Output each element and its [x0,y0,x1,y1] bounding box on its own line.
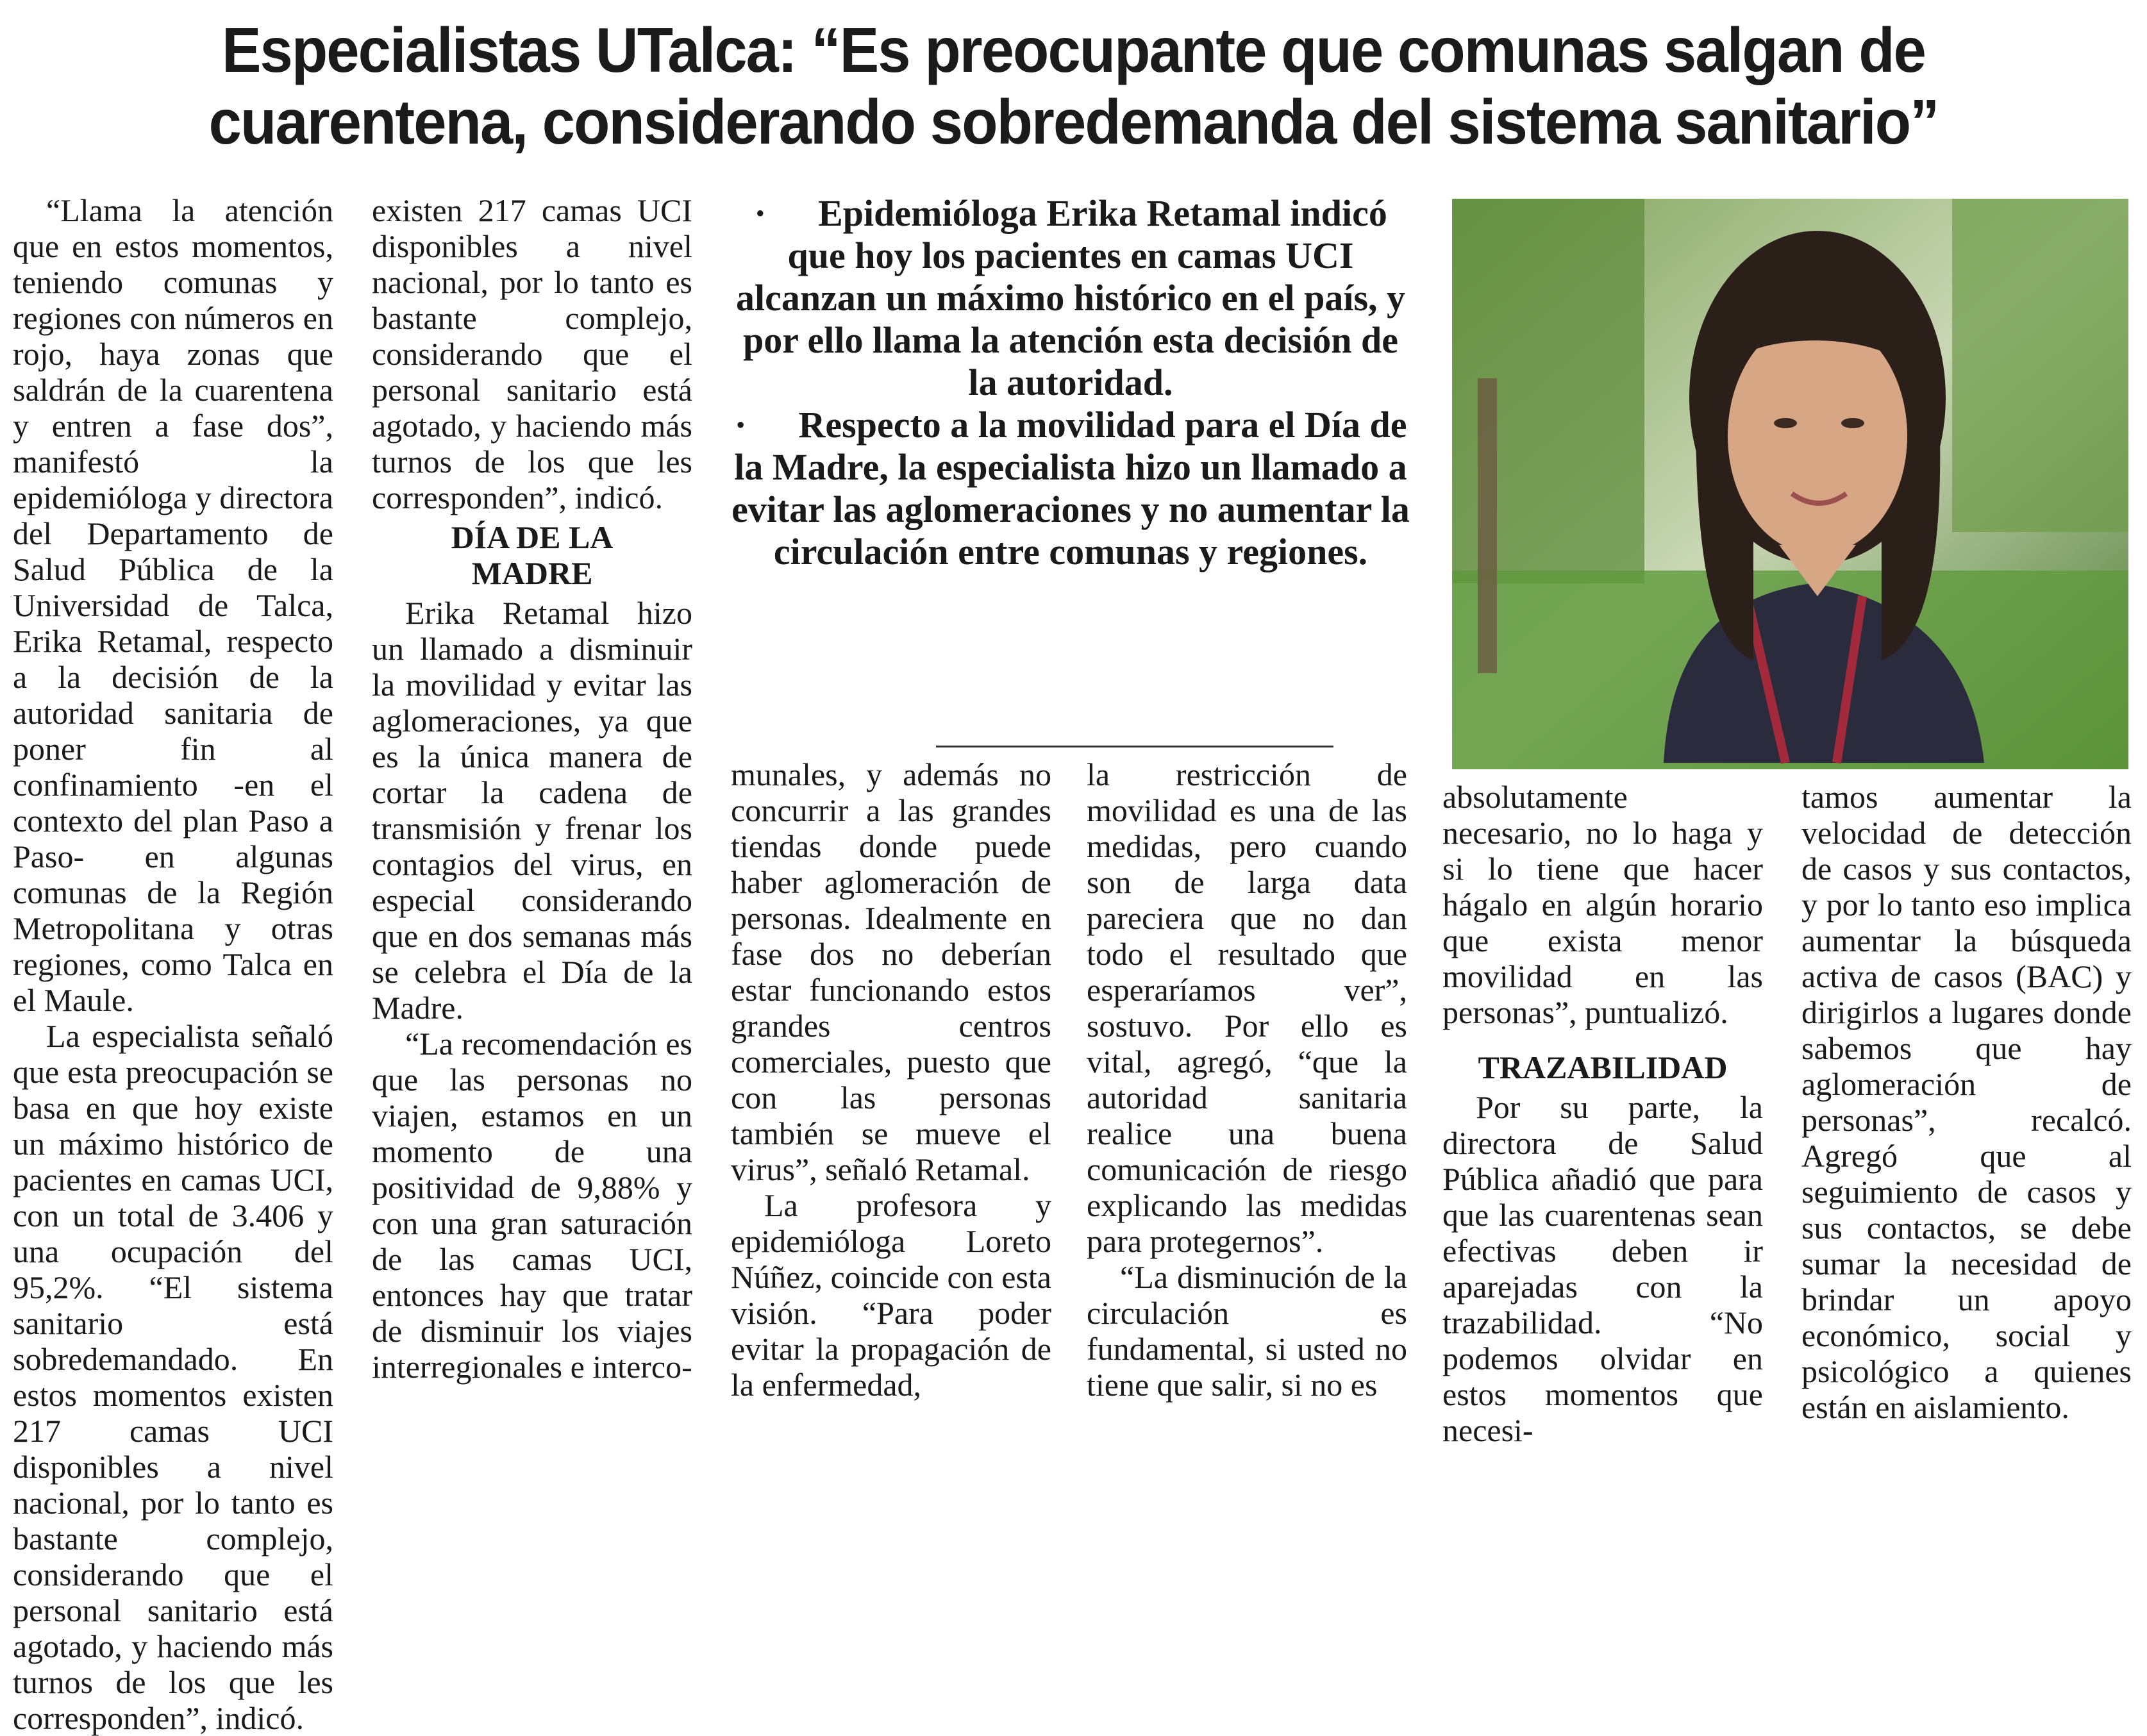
highlight-item-2: · Respecto a la movilidad para el Día de la Madre, la especialista hizo un llamado a evitar las aglomeraciones y no aumentar la circulación entre comunas y regiones. [731,404,1410,572]
article-column-2 [372,192,692,1410]
paragraph: La profesora y epidemióloga Loreto Núñez, coincide con esta visión. “Para poder evitar la propagación de la enfermedad, [731,1187,1051,1403]
article-column-3 [731,756,1051,1410]
section-subhead-trazabilidad: TRAZABILIDAD [1478,1049,1728,1085]
paragraph: Erika Retamal hizo un llamado a disminuir la movilidad y evitar las aglomeraciones, ya que es la única manera de cortar la cadena de transmisión y frenar los contagios del virus, en especial considerando que en dos semanas más se celebra el Día de la Madre. [372,595,692,1026]
paragraph-continuation: la restricción de movilidad es una de las medidas, pero cuando son de larga data pareciera que no dan todo el resultado que esperaríamos ver”, sostuvo. Por ello es vital, agregó, “que la autoridad sanitaria realice una buena comunicación de riesgo explicando las medidas para protegernos”. [1087,756,1407,1259]
paragraph: La especialista señaló que esta preocupación se basa en que hoy existe un máximo histórico de pacientes en camas UCI, con un total de 3.406 y una ocupación del 95,2%. “El sistema sanitario está sobredemandado. En estos momentos existen 217 camas UCI disponibles a nivel nacional, por lo tanto es bastante complejo, considerando que el personal sanitario está agotado, y haciendo más turnos de los que les corresponden”, indicó. [13,1018,333,1736]
paragraph-continuation: existen 217 camas UCI disponibles a nivel nacional, por lo tanto es bastante complejo, considerando que el personal sanitario está agotado, y haciendo más turnos de los que les corresponden”, indicó. [372,192,692,515]
section-subhead-dia-de-la-madre: DÍA DE LA MADRE [451,519,614,591]
headline [64,14,2082,158]
headline-line-2: cuarentena, considerando sobredemanda del sistema sanitario” [208,87,1939,157]
paragraph: Por su parte, la directora de Salud Pública añadió que para que las cuarentenas sean efectivas deben ir aparejadas con la trazabilidad. “No podemos olvidar en estos momentos que necesi- [1442,1089,1763,1448]
article-column-5 [1442,779,1763,1448]
divider-rule [936,746,1333,747]
article-column-4 [1087,756,1407,1410]
article-column-1 [13,192,333,1736]
paragraph: “La disminución de la circulación es fundamental, si usted no tiene que salir, si no es [1087,1259,1407,1403]
portrait-photo-icon [1452,199,2128,769]
highlight-item-1: · Epidemióloga Erika Retamal indicó que hoy los pacientes en camas UCI alcanzan un máximo histórico en el país, y por ello llama la atención esta decisión de la autoridad. [735,192,1406,403]
article-column-6 [1801,779,2132,1425]
portrait-photo [1452,199,2128,769]
paragraph-continuation: tamos aumentar la velocidad de detección de casos y sus contactos, y por lo tanto eso implica aumentar la búsqueda activa de casos (BAC) y dirigirlos a lugares donde sabemos que hay aglomeración de personas”, recalcó. Agregó que al seguimiento de casos y sus contactos, se debe sumar la necesidad de brindar un apoyo económico, social y psicológico a quienes están en aislamiento. [1801,779,2132,1425]
paragraph-continuation: absolutamente necesario, no lo haga y si lo tiene que hacer hágalo en algún horario que exista menor movilidad en las personas”, puntualizó. [1442,779,1763,1030]
article-highlights [724,192,1417,573]
headline-line-1: Especialistas UTalca: “Es preocupante que comunas salgan de [221,15,1926,85]
paragraph: “La recomendación es que las personas no viajen, estamos en un momento de una positividad de 9,88% y con una gran saturación de las camas UCI, entonces hay que tratar de disminuir los viajes interregionales e interco- [372,1026,692,1385]
paragraph-continuation: munales, y además no concurrir a las grandes tiendas donde puede haber aglomeración de personas. Idealmente en fase dos no deberían estar funcionando estos grandes centros comerciales, puesto que con las personas también se mueve el virus”, señaló Retamal. [731,756,1051,1187]
paragraph: “Llama la atención que en estos momentos, teniendo comunas y regiones con números en rojo, haya zonas que saldrán de la cuarentena y entren a fase dos”, manifestó la epidemióloga y directora del Departamento de Salud Pública de la Universidad de Talca, Erika Retamal, respecto a la decisión de la autoridad sanitaria de poner fin al confinamiento -en el contexto del plan Paso a Paso- en algunas comunas de la Región Metropolitana y otras regiones, como Talca en el Maule. [13,192,333,1018]
